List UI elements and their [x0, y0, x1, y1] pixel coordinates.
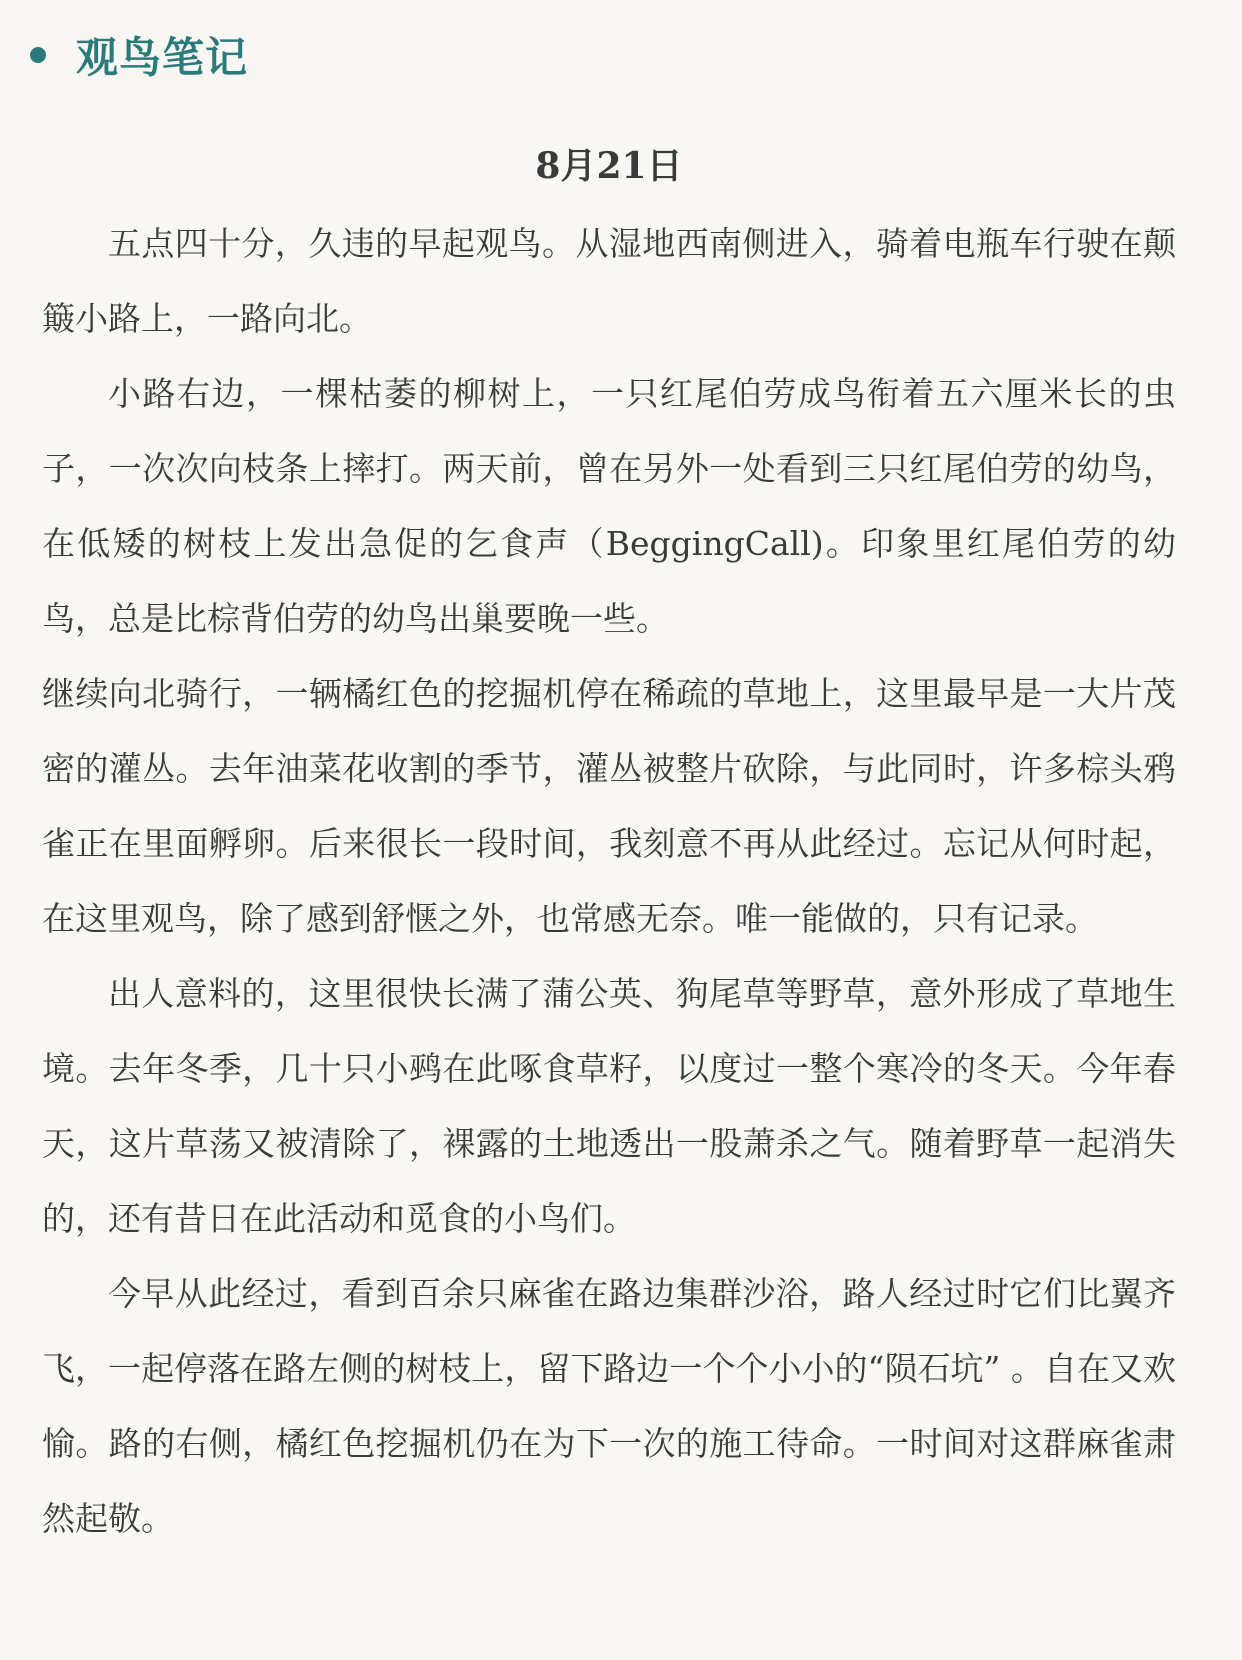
- article-body: [42, 134, 1176, 1556]
- section-title: 观鸟笔记: [76, 33, 249, 82]
- section-header: [30, 22, 248, 88]
- bullet-icon: [30, 47, 46, 63]
- paragraph: 继续向北骑行，一辆橘红色的挖掘机停在稀疏的草地上，这里最早是一大片茂密的灌丛。去年油菜花收割的季节，灌丛被整片砍除，与此同时，许多棕头鸦雀正在里面孵卵。后来很长一段时间，我刻意不再从此经过。忘记从何时起，在这里观鸟，除了感到舒惬之外，也常感无奈。唯一能做的，只有记录。: [42, 674, 1176, 938]
- article-date: 8月21日: [535, 145, 683, 187]
- paragraph: 小路右边，一棵枯萎的柳树上，一只红尾伯劳成鸟衔着五六厘米长的虫子，一次次向枝条上摔打。两天前，曾在另外一处看到三只红尾伯劳的幼鸟，在低矮的树枝上发出急促的乞食声（BeggingCall)。印象里红尾伯劳的幼鸟，总是比棕背伯劳的幼鸟出巢要晚一些。: [42, 374, 1176, 638]
- paragraph: 出人意料的，这里很快长满了蒲公英、狗尾草等野草，意外形成了草地生境。去年冬季，几十只小鹀在此啄食草籽，以度过一整个寒冷的冬天。今年春天，这片草荡又被清除了，裸露的土地透出一股萧杀之气。随着野草一起消失的，还有昔日在此活动和觅食的小鸟们。: [42, 974, 1176, 1238]
- paragraph: 五点四十分，久违的早起观鸟。从湿地西南侧进入，骑着电瓶车行驶在颠簸小路上，一路向北。: [42, 224, 1176, 338]
- paragraph: 今早从此经过，看到百余只麻雀在路边集群沙浴，路人经过时它们比翼齐飞，一起停落在路左侧的树枝上，留下路边一个个小小的“陨石坑” 。自在又欢愉。路的右侧，橘红色挖掘机仍在为下一次的施工待命。一时间对这群麻雀肃然起敬。: [42, 1274, 1176, 1538]
